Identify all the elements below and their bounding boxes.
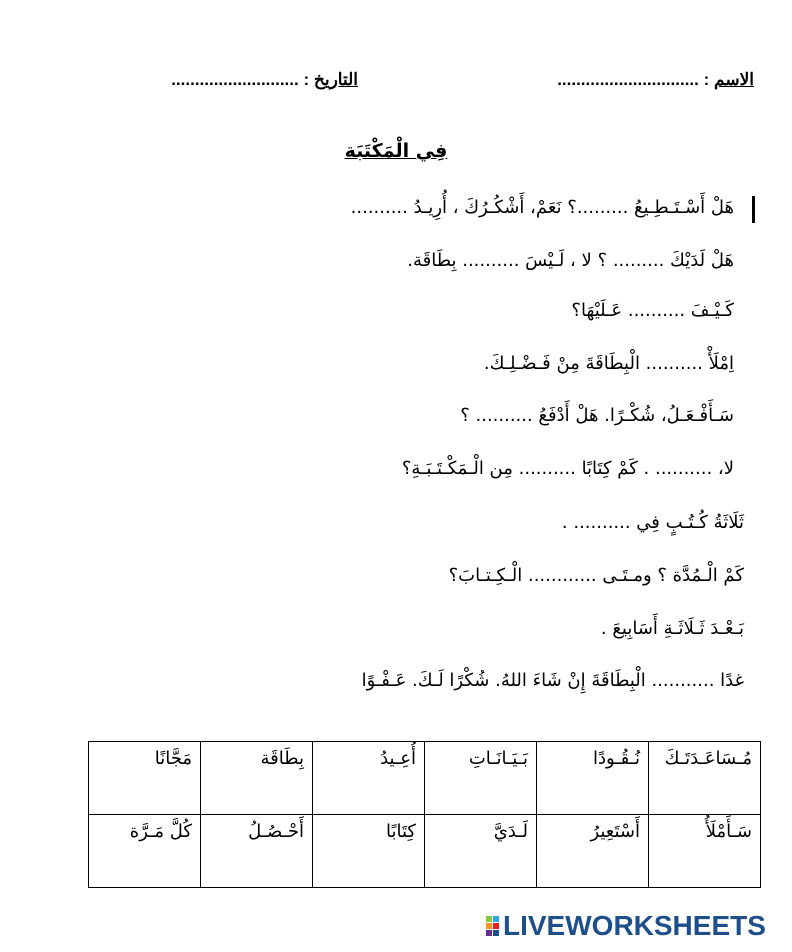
- logo-square: [486, 923, 492, 929]
- word-bank-row: [89, 742, 761, 815]
- logo-square: [486, 916, 492, 922]
- dialogue-line-10: غدًا ........... الْبِطَاقَةَ إِنْ شَاءَ اللهُ. شُكْرًا لَـكَ. عَـفْـوًا: [361, 670, 744, 691]
- dialogue-line-4: اِمْلَأْ .......... الْبِطَاقَةَ مِنْ فَـضْـلِـكَ.: [483, 353, 734, 374]
- text-cursor: [752, 196, 755, 223]
- word-bank-cell[interactable]: أَحْـصُـلُ: [201, 815, 313, 888]
- date-label: التاريخ: [313, 70, 358, 89]
- page-title: فِي الْمَكْتَبَة: [344, 140, 448, 162]
- liveworksheets-logo[interactable]: [486, 908, 766, 944]
- dialogue-line-7: ثَلَاثَةُ كُـتُـبٍ فِي .......... .: [561, 512, 744, 533]
- word-bank-cell[interactable]: أُعِـيدُ: [313, 742, 425, 815]
- name-label: الاسم: [714, 70, 754, 89]
- logo-text: LIVEWORKSHEETS: [503, 910, 766, 941]
- word-bank-cell[interactable]: كِتَابًا: [313, 815, 425, 888]
- word-bank-cell[interactable]: أَسْتَعِيرُ: [537, 815, 649, 888]
- word-bank-cell[interactable]: نُـقُـودًا: [537, 742, 649, 815]
- dialogue-line-5: سَـأَفْـعَـلُ، شُكْـرًا. هَلْ أَدْفَعُ .......... ؟: [460, 405, 734, 426]
- date-blank[interactable]: : ...........................: [171, 70, 310, 89]
- name-field[interactable]: [557, 70, 754, 90]
- date-field[interactable]: [171, 70, 358, 90]
- word-bank-cell[interactable]: سَـأَمْلَأُ: [649, 815, 761, 888]
- dialogue-line-2: هَلْ لَدَيْكَ ......... ؟ لا ، لَـيْسَ .......... بِطَاقَة.: [407, 250, 734, 271]
- word-bank-cell[interactable]: مُـسَاعَـدَتَـكَ: [649, 742, 761, 815]
- word-bank-cell[interactable]: مَجَّانًا: [89, 742, 201, 815]
- word-bank-row: [89, 815, 761, 888]
- dialogue-line-9: بَـعْـدَ ثَـلَاثَـةِ أَسَابِيعَ .: [600, 618, 744, 639]
- liveworksheets-logo-icon: [486, 916, 499, 936]
- word-bank-cell[interactable]: لَـدَيَّ: [425, 815, 537, 888]
- name-blank[interactable]: : ..............................: [557, 70, 710, 89]
- word-bank-cell[interactable]: بَـيَـانَـاتِ: [425, 742, 537, 815]
- logo-square: [486, 930, 492, 936]
- logo-square: [493, 923, 499, 929]
- word-bank-cell[interactable]: كُلَّ مَـرَّة: [89, 815, 201, 888]
- word-bank-cell[interactable]: بِطَاقَة: [201, 742, 313, 815]
- word-bank-table: [88, 741, 761, 888]
- logo-square: [493, 930, 499, 936]
- dialogue-line-1: هَلْ أَسْـتَـطِـيعُ .........؟ نَعَمْ، أَشْكُـرُكَ ، أُرِيـدُ ..........: [350, 197, 734, 218]
- header-row: [0, 70, 792, 96]
- dialogue-line-3: كَـيْـفَ .......... عَـلَيْهَا؟: [571, 300, 734, 321]
- dialogue-line-8: كَمْ الْـمُدَّة ؟ ومـتَـى ............ الْـكِـتـابَ؟: [448, 565, 744, 586]
- logo-square: [493, 916, 499, 922]
- dialogue-line-6: لا، .......... . كَمْ كِتَابًا .......... مِن الْـمَكْـتَـبَـةِ؟: [401, 458, 734, 479]
